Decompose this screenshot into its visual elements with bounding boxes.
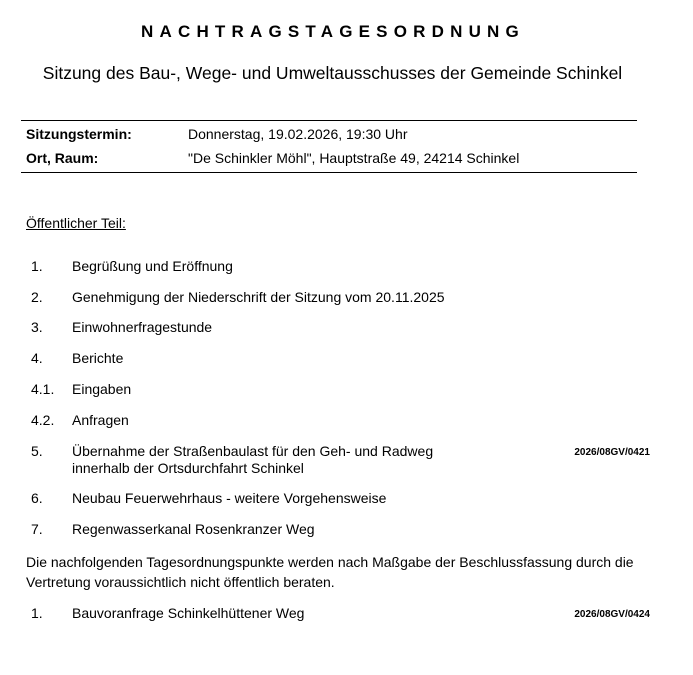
meeting-info-table (21, 120, 637, 173)
meeting-place-value: "De Schinkler Möhl", Hauptstraße 49, 24214 Schinkel (188, 150, 520, 166)
document-subtitle: Sitzung des Bau-, Wege- und Umweltausschusses der Gemeinde Schinkel (42, 63, 623, 83)
agenda-item-reference: 2026/08GV/0424 (574, 609, 650, 620)
agenda-item-number: 6. (31, 490, 43, 506)
agenda-item-title: Bauvoranfrage Schinkelhüttener Weg (72, 605, 305, 621)
non-public-note: Die nachfolgenden Tagesordnungspunkte werden nach Maßgabe der Beschlussfassung durch die Vertretung voraussichtlich nicht öffentlich beraten. (26, 554, 634, 590)
meeting-date-value: Donnerstag, 19.02.2026, 19:30 Uhr (188, 126, 408, 142)
agenda-item-title: Anfragen (72, 412, 129, 428)
meeting-place-row (21, 150, 637, 170)
agenda-item-number: 4.2. (31, 412, 55, 428)
agenda-item-number: 5. (31, 443, 43, 459)
agenda-item-number: 4. (31, 350, 43, 366)
agenda-item-reference: 2026/08GV/0421 (574, 447, 650, 458)
meeting-place-label: Ort, Raum: (26, 150, 99, 166)
agenda-item-title: Eingaben (72, 381, 132, 397)
document-title: NACHTRAGSTAGESORDNUNG (141, 22, 525, 41)
agenda-item-title: Einwohnerfragestunde (72, 319, 213, 335)
agenda-item-number: 1. (31, 605, 43, 621)
agenda-item-title: Berichte (72, 350, 124, 366)
agenda-item-number: 2. (31, 289, 43, 305)
agenda-item-title: Regenwasserkanal Rosenkranzer Weg (72, 521, 315, 537)
agenda-item-number: 1. (31, 258, 43, 274)
meeting-date-row (21, 126, 637, 146)
public-part-heading: Öffentlicher Teil: (26, 215, 126, 231)
agenda-item-title: Übernahme der Straßenbaulast für den Geh- und Radweg innerhalb der Ortsdurchfahrt Schinkel (72, 443, 434, 476)
agenda-item-title: Begrüßung und Eröffnung (72, 258, 233, 274)
agenda-item-title: Neubau Feuerwehrhaus - weitere Vorgehensweise (72, 490, 387, 506)
agenda-item-number: 3. (31, 319, 43, 335)
agenda-item-number: 7. (31, 521, 43, 537)
meeting-date-label: Sitzungstermin: (26, 126, 132, 142)
agenda-item-number: 4.1. (31, 381, 55, 397)
agenda-item-title: Genehmigung der Niederschrift der Sitzung vom 20.11.2025 (72, 289, 445, 305)
